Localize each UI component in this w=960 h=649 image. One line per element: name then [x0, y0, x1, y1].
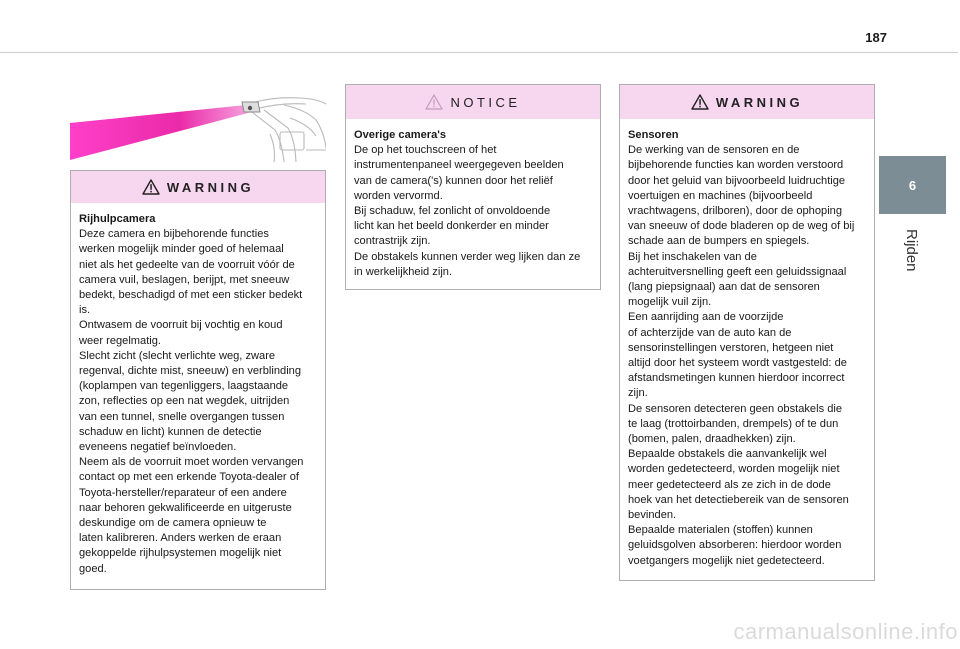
text-line: weer regelmatig.: [79, 334, 162, 347]
chapter-title: [878, 220, 945, 280]
text-line: door het geluid van bijvoorbeeld luidruchtige: [628, 174, 846, 187]
warning-header: [71, 171, 325, 203]
text-line: van sneeuw of dode bladeren op de weg of bij: [628, 220, 855, 233]
text-line: Bepaalde obstakels die aanvankelijk wel: [628, 448, 827, 461]
text-line: camera vuil, beslagen, berijpt, met sneeuw: [79, 273, 290, 286]
text-line: bijbehorende functies kan worden verstoord: [628, 159, 844, 172]
warning-box-sensors: [619, 84, 875, 581]
text-line: Een aanrijding aan de voorzijde: [628, 311, 784, 324]
text-line: zijn.: [628, 387, 648, 400]
text-line: geluidsgolven absorberen: hierdoor worden: [628, 539, 842, 552]
text-line: werken mogelijk minder goed of helemaal: [79, 243, 284, 256]
text-line: zon, reflecties op een nat wegdek, uitrijden: [79, 395, 290, 408]
text-line: worden gedetecteerd, worden mogelijk niet: [628, 463, 840, 476]
text-line: voertuigen en machines (bijvoorbeeld: [628, 189, 813, 202]
text-line: contact op met een erkende Toyota-dealer of: [79, 471, 299, 484]
text-line: afstandsmetingen kunnen hierdoor incorrect: [628, 372, 845, 385]
warning-subtitle: Sensoren: [628, 129, 679, 141]
text-line: in werkelijkheid zijn.: [354, 265, 453, 278]
camera-unit: [242, 102, 260, 112]
text-line: contrastrijk zijn.: [354, 235, 431, 248]
text-line: bevinden.: [628, 509, 677, 522]
text-line: worden vervormd.: [354, 189, 443, 202]
detection-beam: [70, 105, 252, 160]
text-line: altijd door het systeem wordt vastgesteld: de: [628, 357, 847, 370]
text-line: Neem als de voorruit moet worden vervangen: [79, 456, 304, 469]
chapter-title-text: Rijden: [903, 228, 920, 272]
notice-body: [346, 119, 600, 280]
text-line: of achterzijde van de auto kan de: [628, 326, 792, 339]
notice-box-cameras: [345, 84, 601, 290]
text-line: achteruitversnelling geeft een geluidssignaal: [628, 265, 847, 278]
text-line: regenval, dichte mist, sneeuw) en verblinding: [79, 365, 301, 378]
text-line: sensorinstellingen verstoren, hetgeen niet: [628, 341, 834, 354]
text-line: van een tunnel, snelle overgangen tussen: [79, 410, 285, 423]
text-line: Bepaalde materialen (stoffen) kunnen: [628, 524, 813, 537]
warning-text: [628, 143, 866, 569]
text-line: instrumentenpaneel weergegeven beelden: [354, 159, 564, 172]
header-divider: [0, 52, 958, 53]
notice-icon: [425, 94, 443, 110]
text-line: Bij het inschakelen van de: [628, 250, 757, 263]
text-line: is.: [79, 304, 91, 317]
text-line: laten kalibreren. Anders werken de eraan: [79, 532, 282, 545]
text-line: schaduw en licht) kunnen de detectie: [79, 425, 262, 438]
text-line: meer gedetecteerd als ze zich in de dode: [628, 478, 831, 491]
text-line: vrachtwagens, drilboren), door de ophoping: [628, 205, 842, 218]
text-line: De op het touchscreen of het: [354, 144, 497, 157]
text-line: hoek van het detectiebereik van de sensoren: [628, 493, 849, 506]
warning-body: [620, 119, 874, 569]
text-line: De sensoren detecteren geen obstakels die: [628, 402, 843, 415]
text-line: mogelijk vuil zijn.: [628, 296, 712, 309]
text-line: bedekt, beschadigd of met een sticker bedekt: [79, 289, 303, 302]
text-line: naar behoren gekwalificeerde en uitgeruste: [79, 501, 292, 514]
text-line: eveneens negatief beïnvloeden.: [79, 441, 237, 454]
text-line: De werking van de sensoren en de: [628, 144, 800, 157]
chapter-number: 6: [908, 177, 917, 193]
text-line: van de camera('s) kunnen door het reliëf: [354, 174, 553, 187]
text-line: (koplampen van tegenliggers, laagstaande: [79, 380, 289, 393]
text-line: voetgangers mogelijk niet gedetecteerd.: [628, 554, 825, 567]
camera-beam-illustration: [70, 90, 326, 162]
warning-label: WARNING: [715, 94, 804, 110]
notice-subtitle: Overige camera's: [354, 129, 447, 141]
warning-icon: [691, 94, 709, 110]
text-line: Bij schaduw, fel zonlicht of onvoldoende: [354, 205, 551, 218]
notice-label: NOTICE: [450, 94, 521, 110]
text-line: Slecht zicht (slecht verlichte weg, zware: [79, 349, 276, 362]
warning-icon: [142, 179, 160, 195]
text-line: deskundige om de camera opnieuw te: [79, 517, 267, 530]
text-line: te laag (trottoirbanden, drempels) of te dun: [628, 417, 839, 430]
warning-label: WARNING: [166, 179, 255, 195]
warning-text: [79, 227, 317, 577]
warning-body: [71, 203, 325, 577]
warning-subtitle: Rijhulpcamera: [79, 213, 156, 225]
text-line: (bomen, palen, draadhekken) zijn.: [628, 433, 796, 446]
text-line: Deze camera en bijbehorende functies: [79, 228, 269, 241]
notice-header: [346, 85, 600, 119]
text-line: goed.: [79, 562, 107, 575]
page-number: 187: [865, 30, 887, 45]
text-line: licht kan het beeld donkerder en minder: [354, 220, 549, 233]
watermark: carmanualsonline.info: [733, 619, 958, 644]
text-line: schade aan de bumpers en spiegels.: [628, 235, 810, 248]
text-line: gekoppelde rijhulpsystemen mogelijk niet: [79, 547, 282, 560]
notice-text: [354, 143, 592, 280]
warning-header: [620, 85, 874, 119]
chapter-tab[interactable]: [879, 156, 946, 214]
text-line: niet als het gedeelte van de voorruit vóór de: [79, 258, 295, 271]
text-line: Toyota-hersteller/reparateur of een andere: [79, 486, 287, 499]
text-line: Ontwasem de voorruit bij vochtig en koud: [79, 319, 283, 332]
warning-box-camera: [70, 170, 326, 590]
text-line: (lang piepsignaal) aan dat de sensoren: [628, 281, 820, 294]
text-line: De obstakels kunnen verder weg lijken dan ze: [354, 250, 581, 263]
